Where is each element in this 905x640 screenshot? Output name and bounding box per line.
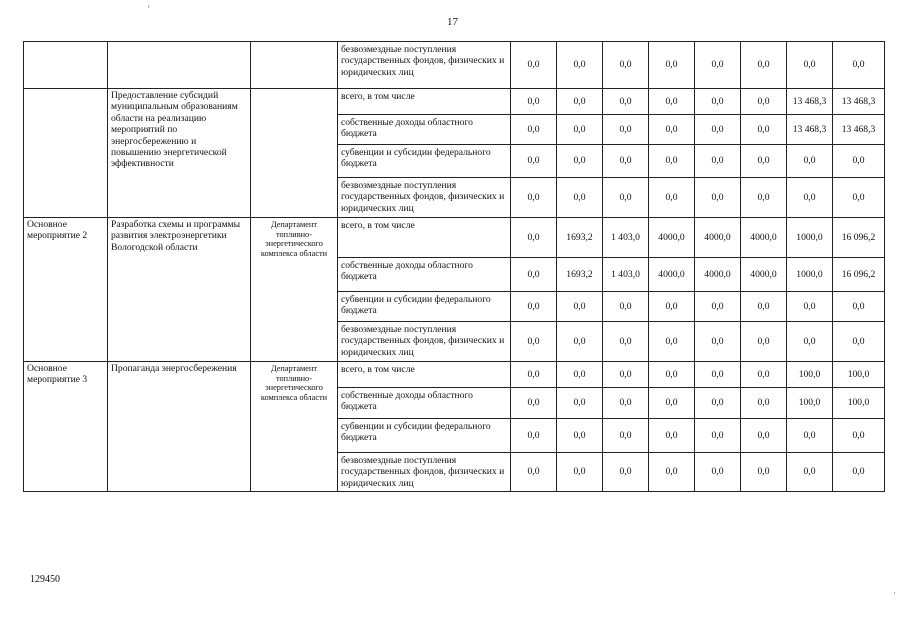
value-cell: 4000,0 <box>741 258 787 292</box>
value-cell: 0,0 <box>695 145 741 178</box>
value-cell: 0,0 <box>741 322 787 362</box>
funding-table <box>23 41 885 492</box>
total-value-cell: 0,0 <box>833 453 885 492</box>
value-cell: 0,0 <box>649 388 695 419</box>
value-cell: 0,0 <box>511 258 557 292</box>
scan-mark: ' <box>148 4 150 14</box>
total-value-cell: 0,0 <box>833 292 885 322</box>
value-cell: 0,0 <box>603 388 649 419</box>
value-cell: 0,0 <box>603 145 649 178</box>
funding-source-cell: субвенции и субсидии федерального бюджета <box>338 145 511 178</box>
total-value-cell: 0,0 <box>833 322 885 362</box>
value-cell: 0,0 <box>695 42 741 89</box>
value-cell: 0,0 <box>649 145 695 178</box>
value-cell: 0,0 <box>741 419 787 453</box>
total-value-cell: 16 096,2 <box>833 258 885 292</box>
value-cell: 0,0 <box>603 89 649 115</box>
measure-label-cell: Основное мероприятие 3 <box>24 362 108 492</box>
funding-source-cell: субвенции и субсидии федерального бюджета <box>338 292 511 322</box>
value-cell: 0,0 <box>695 89 741 115</box>
value-cell: 0,0 <box>741 362 787 388</box>
value-cell: 0,0 <box>603 292 649 322</box>
total-value-cell: 100,0 <box>833 388 885 419</box>
value-cell: 0,0 <box>649 292 695 322</box>
value-cell: 4000,0 <box>741 218 787 258</box>
funding-source-cell: безвозмездные поступления государственных фондов, физических и юридических лиц <box>338 453 511 492</box>
value-cell: 0,0 <box>787 453 833 492</box>
value-cell: 0,0 <box>649 115 695 145</box>
total-value-cell: 0,0 <box>833 145 885 178</box>
value-cell: 0,0 <box>557 115 603 145</box>
document-code: 129450 <box>30 574 60 585</box>
value-cell: 13 468,3 <box>787 115 833 145</box>
value-cell: 0,0 <box>511 178 557 218</box>
funding-source-cell: безвозмездные поступления государственных фондов, физических и юридических лиц <box>338 42 511 89</box>
value-cell: 0,0 <box>557 453 603 492</box>
funding-source-cell: собственные доходы областного бюджета <box>338 115 511 145</box>
value-cell: 0,0 <box>741 178 787 218</box>
funding-source-cell: безвозмездные поступления государственных фондов, физических и юридических лиц <box>338 322 511 362</box>
value-cell: 0,0 <box>787 292 833 322</box>
funding-source-cell: безвозмездные поступления государственных фондов, физических и юридических лиц <box>338 178 511 218</box>
value-cell: 0,0 <box>557 388 603 419</box>
value-cell: 0,0 <box>741 145 787 178</box>
responsible-cell <box>251 42 338 89</box>
measure-name-cell: Разработка схемы и программы развития электроэнергетики Вологодской области <box>108 218 251 362</box>
value-cell: 0,0 <box>695 388 741 419</box>
total-value-cell: 13 468,3 <box>833 89 885 115</box>
value-cell: 0,0 <box>511 145 557 178</box>
value-cell: 0,0 <box>787 322 833 362</box>
total-value-cell: 16 096,2 <box>833 218 885 258</box>
value-cell: 0,0 <box>511 388 557 419</box>
value-cell: 0,0 <box>557 362 603 388</box>
value-cell: 0,0 <box>603 322 649 362</box>
value-cell: 1 403,0 <box>603 258 649 292</box>
value-cell: 100,0 <box>787 388 833 419</box>
funding-source-cell: всего, в том числе <box>338 218 511 258</box>
funding-source-cell: собственные доходы областного бюджета <box>338 258 511 292</box>
measure-name-cell <box>108 42 251 89</box>
value-cell: 4000,0 <box>649 218 695 258</box>
value-cell: 0,0 <box>695 453 741 492</box>
total-value-cell: 100,0 <box>833 362 885 388</box>
value-cell: 0,0 <box>741 42 787 89</box>
value-cell: 0,0 <box>603 42 649 89</box>
value-cell: 4000,0 <box>649 258 695 292</box>
value-cell: 0,0 <box>649 178 695 218</box>
value-cell: 0,0 <box>741 453 787 492</box>
value-cell: 1000,0 <box>787 218 833 258</box>
value-cell: 0,0 <box>741 89 787 115</box>
measure-name-cell: Пропаганда энергосбережения <box>108 362 251 492</box>
value-cell: 0,0 <box>649 362 695 388</box>
value-cell: 0,0 <box>649 89 695 115</box>
value-cell: 0,0 <box>511 115 557 145</box>
value-cell: 0,0 <box>695 322 741 362</box>
value-cell: 1693,2 <box>557 218 603 258</box>
value-cell: 0,0 <box>603 115 649 145</box>
responsible-cell: Департамент топливно-энергетического комплекса области <box>251 218 338 362</box>
value-cell: 0,0 <box>557 292 603 322</box>
page-number: 17 <box>447 16 458 28</box>
measure-label-cell: Основное мероприятие 2 <box>24 218 108 362</box>
value-cell: 0,0 <box>603 178 649 218</box>
value-cell: 0,0 <box>511 419 557 453</box>
total-value-cell: 0,0 <box>833 419 885 453</box>
value-cell: 0,0 <box>741 388 787 419</box>
value-cell: 0,0 <box>649 453 695 492</box>
value-cell: 0,0 <box>511 218 557 258</box>
value-cell: 0,0 <box>649 42 695 89</box>
table-row <box>24 218 885 258</box>
funding-source-cell: всего, в том числе <box>338 89 511 115</box>
value-cell: 0,0 <box>649 419 695 453</box>
responsible-cell: Департамент топливно-энергетического комплекса области <box>251 362 338 492</box>
value-cell: 0,0 <box>557 145 603 178</box>
measure-name-cell: Предоставление субсидий муниципальным образованиям области на реализацию мероприятий по энергосбережению и повышению энергетической эффективности <box>108 89 251 218</box>
value-cell: 0,0 <box>787 42 833 89</box>
value-cell: 0,0 <box>557 322 603 362</box>
value-cell: 0,0 <box>557 89 603 115</box>
value-cell: 0,0 <box>511 453 557 492</box>
value-cell: 0,0 <box>649 322 695 362</box>
value-cell: 4000,0 <box>695 258 741 292</box>
value-cell: 0,0 <box>603 362 649 388</box>
value-cell: 13 468,3 <box>787 89 833 115</box>
measure-label-cell <box>24 42 108 89</box>
funding-source-cell: субвенции и субсидии федерального бюджета <box>338 419 511 453</box>
value-cell: 0,0 <box>695 362 741 388</box>
value-cell: 0,0 <box>557 42 603 89</box>
value-cell: 0,0 <box>787 419 833 453</box>
value-cell: 0,0 <box>511 362 557 388</box>
value-cell: 100,0 <box>787 362 833 388</box>
value-cell: 0,0 <box>511 292 557 322</box>
funding-source-cell: всего, в том числе <box>338 362 511 388</box>
table-row <box>24 89 885 115</box>
responsible-cell <box>251 89 338 218</box>
value-cell: 0,0 <box>695 292 741 322</box>
value-cell: 1693,2 <box>557 258 603 292</box>
table-row <box>24 42 885 89</box>
value-cell: 0,0 <box>511 89 557 115</box>
total-value-cell: 0,0 <box>833 42 885 89</box>
table-body <box>24 42 885 492</box>
value-cell: 1 403,0 <box>603 218 649 258</box>
value-cell: 0,0 <box>603 453 649 492</box>
value-cell: 0,0 <box>511 42 557 89</box>
value-cell: 0,0 <box>695 178 741 218</box>
value-cell: 0,0 <box>695 115 741 145</box>
value-cell: 0,0 <box>511 322 557 362</box>
funding-source-cell: собственные доходы областного бюджета <box>338 388 511 419</box>
value-cell: 0,0 <box>695 419 741 453</box>
value-cell: 0,0 <box>787 178 833 218</box>
value-cell: 1000,0 <box>787 258 833 292</box>
value-cell: 0,0 <box>741 292 787 322</box>
total-value-cell: 13 468,3 <box>833 115 885 145</box>
value-cell: 4000,0 <box>695 218 741 258</box>
value-cell: 0,0 <box>787 145 833 178</box>
scan-mark: · <box>893 588 896 598</box>
value-cell: 0,0 <box>741 115 787 145</box>
total-value-cell: 0,0 <box>833 178 885 218</box>
measure-label-cell <box>24 89 108 218</box>
value-cell: 0,0 <box>557 419 603 453</box>
value-cell: 0,0 <box>603 419 649 453</box>
table-row <box>24 362 885 388</box>
value-cell: 0,0 <box>557 178 603 218</box>
